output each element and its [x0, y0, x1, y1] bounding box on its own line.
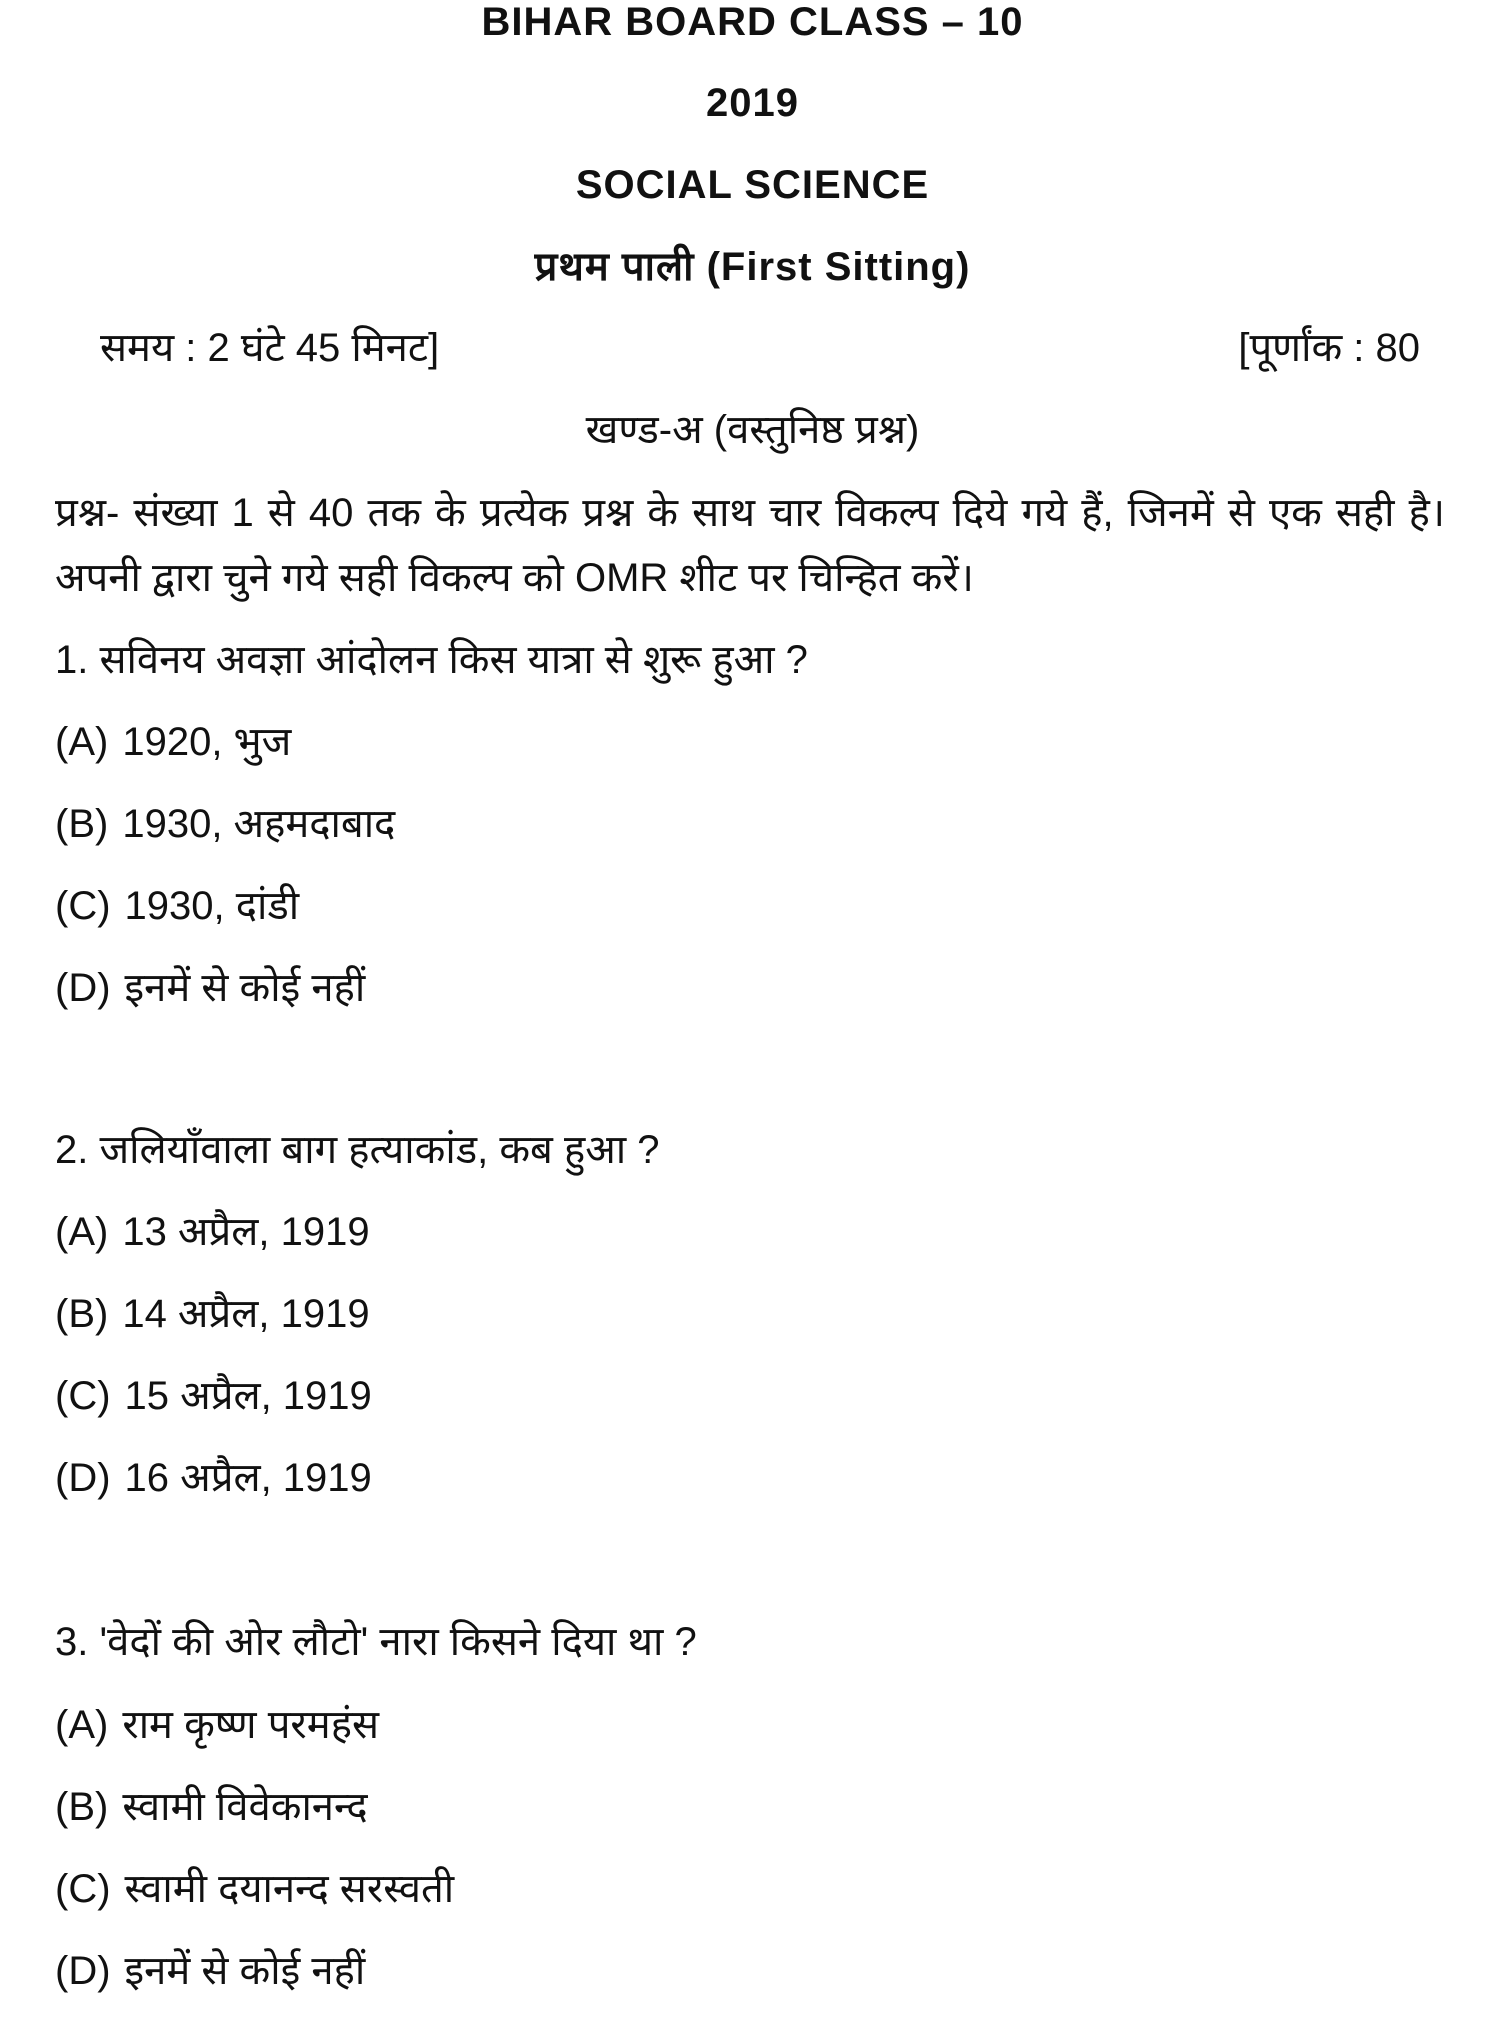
- option-label: (D): [55, 966, 111, 1010]
- option-a: [55, 716, 291, 768]
- option-label: (D): [55, 1456, 111, 1500]
- option-label: (C): [55, 1374, 111, 1418]
- subject-title: SOCIAL SCIENCE: [575, 163, 930, 207]
- option-label: (C): [55, 884, 111, 928]
- option-label: (A): [55, 1210, 109, 1254]
- option-b: [55, 798, 395, 850]
- option-b: [55, 1781, 368, 1833]
- option-text: 13 अप्रैल, 1919: [122, 1210, 370, 1254]
- option-text: 14 अप्रैल, 1919: [122, 1292, 370, 1336]
- option-label: (B): [55, 1785, 109, 1829]
- option-d: [55, 1945, 365, 1997]
- option-text: इनमें से कोई नहीं: [124, 966, 366, 1010]
- question-text: 3. 'वेदों की ओर लौटो' नारा किसने दिया था ?: [55, 1620, 697, 1664]
- option-c: [55, 1370, 372, 1422]
- option-a: [55, 1699, 379, 1751]
- option-label: (D): [55, 1949, 111, 1993]
- option-c: [55, 1863, 454, 1915]
- option-text: स्वामी विवेकानन्द: [122, 1785, 368, 1829]
- option-text: 1930, दांडी: [124, 884, 300, 928]
- option-label: (C): [55, 1867, 111, 1911]
- section-instructions: प्रश्न- संख्या 1 से 40 तक के प्रत्येक प्रश्न के साथ चार विकल्प दिये गये हैं, जिनमें से एक सही है। अपनी द्वारा चुने गये सही विकल्प को OMR शीट पर चिन्हित करें।: [55, 491, 1445, 600]
- sitting-title: प्रथम पाली (First Sitting): [534, 245, 971, 289]
- option-text: 16 अप्रैल, 1919: [124, 1456, 372, 1500]
- option-text: 1930, अहमदाबाद: [122, 802, 396, 846]
- option-text: इनमें से कोई नहीं: [124, 1949, 366, 1993]
- board-title: BIHAR BOARD CLASS – 10: [481, 0, 1024, 44]
- option-b: [55, 1288, 370, 1340]
- option-label: (B): [55, 1292, 109, 1336]
- exam-meta-row: [100, 322, 1420, 374]
- option-label: (A): [55, 1703, 109, 1747]
- exam-year: 2019: [706, 81, 799, 125]
- option-text: 1920, भुज: [122, 720, 292, 764]
- option-d: [55, 1452, 372, 1504]
- option-label: (B): [55, 802, 109, 846]
- option-text: स्वामी दयानन्द सरस्वती: [124, 1867, 455, 1911]
- full-marks: [पूर्णांक : 80: [1238, 326, 1420, 370]
- section-title: खण्ड-अ (वस्तुनिष्ठ प्रश्न): [585, 408, 920, 452]
- option-c: [55, 880, 299, 932]
- question-text: 2. जलियाँवाला बाग हत्याकांड, कब हुआ ?: [55, 1128, 660, 1172]
- option-a: [55, 1206, 370, 1258]
- option-label: (A): [55, 720, 109, 764]
- option-text: राम कृष्ण परमहंस: [122, 1703, 379, 1747]
- time-allowed: समय : 2 घंटे 45 मिनट]: [100, 326, 440, 370]
- option-text: 15 अप्रैल, 1919: [124, 1374, 372, 1418]
- question-text: 1. सविनय अवज्ञा आंदोलन किस यात्रा से शुरू हुआ ?: [55, 638, 808, 682]
- option-d: [55, 962, 365, 1014]
